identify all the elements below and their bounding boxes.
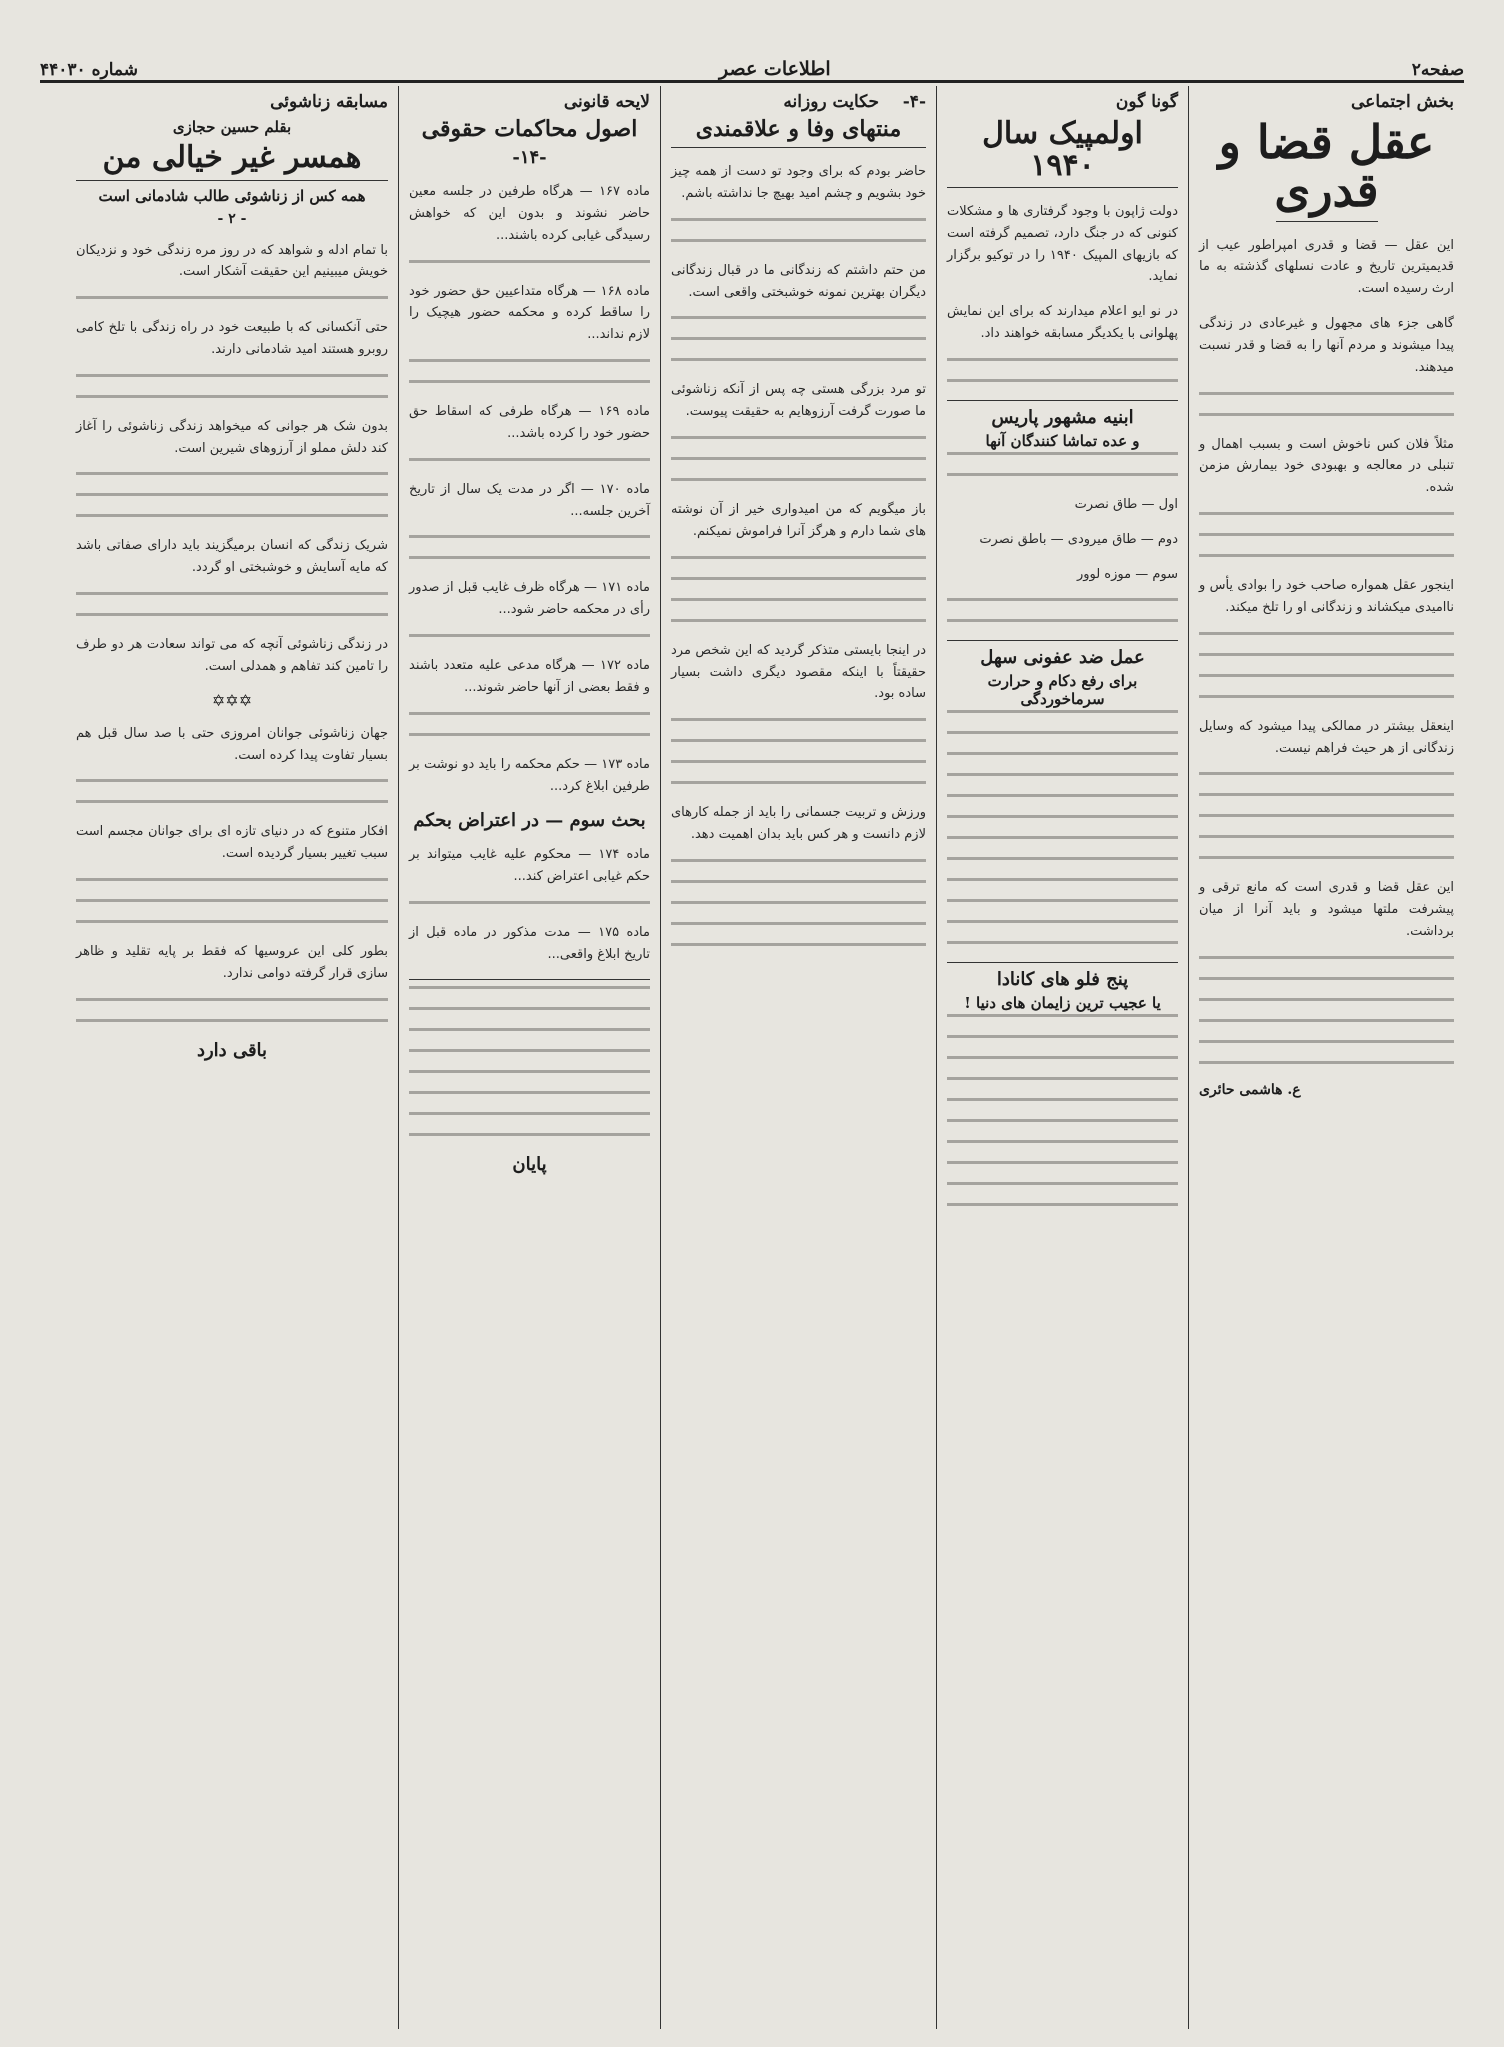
text-line bbox=[409, 1091, 650, 1094]
text-line bbox=[947, 379, 1178, 382]
text-line bbox=[1199, 1061, 1454, 1064]
text-line bbox=[947, 836, 1178, 839]
paragraph: حتی آنکسانی که با طبیعت خود در راه زندگی با تلخ کامی روبرو هستند امید شادمانی دارند. bbox=[76, 320, 388, 357]
divider bbox=[1276, 221, 1378, 222]
text-line bbox=[947, 1077, 1178, 1080]
article-body bbox=[76, 723, 388, 1022]
text-line bbox=[671, 943, 926, 946]
text-line bbox=[409, 260, 650, 263]
section-number: -۴- bbox=[902, 92, 926, 112]
text-line bbox=[671, 880, 926, 883]
text-line bbox=[671, 577, 926, 580]
text-line bbox=[671, 239, 926, 242]
text-line bbox=[947, 619, 1178, 622]
text-line bbox=[947, 899, 1178, 902]
text-line bbox=[1199, 977, 1454, 980]
article-clause: ماده ۱۷۱ — هرگاه ظرف غایب قبل از صدور رأی در محکمه حاضر شود... bbox=[409, 580, 650, 618]
text-line bbox=[671, 598, 926, 601]
text-line bbox=[76, 296, 388, 299]
list-item: دوم — طاق میرودی — باطق نصرت bbox=[979, 531, 1178, 547]
article-body bbox=[947, 201, 1178, 382]
text-line bbox=[76, 920, 388, 923]
text-line bbox=[671, 316, 926, 319]
text-line bbox=[671, 739, 926, 742]
text-line bbox=[671, 218, 926, 221]
text-line bbox=[409, 901, 650, 904]
article-clause: ماده ۱۷۳ — حکم محکمه را باید دو نوشت بر طرفین ابلاغ کرد... bbox=[409, 756, 650, 794]
article-clause: ماده ۱۶۷ — هرگاه طرفین در جلسه معین حاضر نشوند و بدون این که خواهش رسیدگی غیابی کرده باشند... bbox=[409, 184, 650, 243]
text-line bbox=[1199, 695, 1454, 698]
text-line bbox=[947, 473, 1178, 476]
text-line bbox=[947, 941, 1178, 944]
text-line bbox=[671, 859, 926, 862]
paragraph: بطور کلی این عروسیها که فقط بر پایه تقلید و ظاهر سازی قرار گرفته دوامی ندارد. bbox=[76, 944, 388, 981]
text-line bbox=[409, 733, 650, 736]
text-line bbox=[671, 457, 926, 460]
part-title: بحث سوم — در اعتراض بحکم bbox=[413, 810, 646, 832]
paragraph: باز میگویم که من امیدواری خیر از آن نوشته های شما دارم و هرگز آنرا فراموش نمیکنم. bbox=[671, 502, 926, 539]
text-line bbox=[1199, 533, 1454, 536]
section-label bbox=[671, 92, 926, 112]
article-body bbox=[947, 1014, 1178, 1206]
text-line bbox=[409, 458, 650, 461]
column-misc bbox=[936, 86, 1188, 2029]
headline: عقل قضا و قدری bbox=[1218, 115, 1435, 218]
text-line bbox=[76, 1019, 388, 1022]
text-line bbox=[671, 718, 926, 721]
part-number: - ۲ - bbox=[217, 210, 247, 227]
divider bbox=[409, 979, 650, 980]
subarticle-subtitle: برای رفع دکام و حرارت سرماخوردگی bbox=[987, 672, 1138, 709]
text-line bbox=[947, 794, 1178, 797]
text-line bbox=[409, 634, 650, 637]
article-body bbox=[76, 240, 388, 678]
paragraph: این عقل — قضا و قدری امپراطور عیب از قدیمیترین تاریخ و عادت نسلهای گذشته به ما ارث رسیده است. bbox=[1199, 237, 1454, 297]
column-marriage-contest bbox=[66, 86, 398, 2029]
section-label: بخش اجتماعی bbox=[1351, 92, 1454, 112]
paragraph: تو مرد بزرگی هستی چه پس از آنکه زناشوئی ما صورت گرفت آرزوهایم به حقیقت پیوست. bbox=[671, 382, 926, 420]
text-line bbox=[409, 1112, 650, 1115]
text-line bbox=[671, 358, 926, 361]
paragraph: شریک زندگی که انسان برمیگزیند باید دارای صفاتی باشد که مایه آسایش و خوشبختی او گردد. bbox=[76, 538, 388, 576]
paragraph: در زندگی زناشوئی آنچه که می تواند سعادت هر دو طرف را تامین کند تفاهم و همدلی است. bbox=[76, 637, 388, 674]
divider bbox=[947, 962, 1178, 963]
text-line bbox=[671, 781, 926, 784]
text-line bbox=[671, 436, 926, 439]
article-body bbox=[409, 986, 650, 1136]
divider bbox=[671, 147, 926, 148]
article-clause: ماده ۱۷۴ — محکوم علیه غایب میتواند بر حکم غیابی اعتراض کند... bbox=[409, 847, 650, 885]
subheadline: همه کس از زناشوئی طالب شادمانی است bbox=[98, 186, 366, 205]
divider bbox=[76, 180, 388, 181]
text-line bbox=[947, 773, 1178, 776]
divider bbox=[947, 640, 1178, 641]
text-line bbox=[409, 1070, 650, 1073]
text-line bbox=[671, 478, 926, 481]
text-line bbox=[947, 1119, 1178, 1122]
article-clause: ماده ۱۷۲ — هرگاه مدعی علیه متعدد باشند و فقط بعضی از آنها حاضر شوند... bbox=[409, 658, 650, 695]
text-line bbox=[947, 1014, 1178, 1017]
text-line bbox=[1199, 814, 1454, 817]
subarticle-title: ابنیه مشهور پاریس bbox=[991, 406, 1134, 428]
divider bbox=[947, 187, 1178, 188]
text-line bbox=[947, 1035, 1178, 1038]
text-line bbox=[1199, 674, 1454, 677]
text-line bbox=[409, 535, 650, 538]
subarticle-title: عمل ضد عفونی سهل bbox=[980, 647, 1145, 669]
section-label: مسابقه زناشوئی bbox=[270, 92, 388, 112]
text-line bbox=[1199, 632, 1454, 635]
text-line bbox=[947, 1182, 1178, 1185]
text-line bbox=[947, 1140, 1178, 1143]
page-number: صفحه۲ bbox=[1411, 60, 1464, 80]
text-line bbox=[947, 1203, 1178, 1206]
article-clause: ماده ۱۷۵ — مدت مذکور در ماده قبل از تاریخ ابلاغ واقعی... bbox=[409, 925, 650, 962]
text-line bbox=[409, 1133, 650, 1136]
article-body bbox=[671, 161, 926, 946]
text-line bbox=[409, 1007, 650, 1010]
text-line bbox=[76, 800, 388, 803]
text-line bbox=[947, 920, 1178, 923]
text-line bbox=[947, 1098, 1178, 1101]
text-line bbox=[76, 395, 388, 398]
text-line bbox=[409, 986, 650, 989]
text-line bbox=[76, 998, 388, 1001]
divider bbox=[947, 400, 1178, 401]
headline: منتهای وفا و علاقمندی bbox=[695, 116, 902, 142]
paragraph: در اینجا بایستی متذکر گردید که این شخص مرد حقیقتاً با اینکه مقصود دیگری داشت بسیار ساده بود. bbox=[671, 642, 926, 702]
text-line bbox=[671, 619, 926, 622]
paragraph: من حتم داشتم که زندگانی ما در قبال زندگانی دیگران بهترین نمونه خوشبختی واقعی است. bbox=[671, 262, 926, 300]
text-line bbox=[1199, 413, 1454, 416]
text-line bbox=[947, 752, 1178, 755]
paragraph: حاضر بودم که برای وجود تو دست از همه چیز خود بشویم و چشم امید بهیچ جا نداشته باشم. bbox=[671, 164, 926, 201]
text-line bbox=[1199, 512, 1454, 515]
article-body bbox=[409, 844, 650, 965]
text-line bbox=[409, 1028, 650, 1031]
text-line bbox=[409, 359, 650, 362]
text-line bbox=[947, 358, 1178, 361]
text-line bbox=[947, 1056, 1178, 1059]
text-line bbox=[1199, 793, 1454, 796]
text-line bbox=[1199, 835, 1454, 838]
text-line bbox=[1199, 1040, 1454, 1043]
text-line bbox=[76, 899, 388, 902]
text-line bbox=[671, 556, 926, 559]
text-line bbox=[1199, 1019, 1454, 1022]
star-separator: ✡✡✡ bbox=[211, 690, 253, 710]
list-item: اول — طاق نصرت bbox=[1074, 496, 1178, 512]
text-line bbox=[1199, 856, 1454, 859]
article-body bbox=[947, 710, 1178, 944]
text-line bbox=[76, 878, 388, 881]
text-line bbox=[947, 710, 1178, 713]
text-line bbox=[1199, 998, 1454, 1001]
text-line bbox=[409, 712, 650, 715]
text-line bbox=[1199, 392, 1454, 395]
list-item: سوم — موزه لوور bbox=[1076, 566, 1178, 582]
end-marker: پایان bbox=[512, 1153, 547, 1175]
article-body bbox=[1199, 235, 1454, 1064]
text-line bbox=[76, 374, 388, 377]
text-line bbox=[947, 815, 1178, 818]
text-line bbox=[671, 337, 926, 340]
section-label: لایحه قانونی bbox=[563, 92, 650, 112]
part-number: -۱۴- bbox=[512, 147, 547, 169]
author-signature: ع. هاشمی حائری bbox=[1199, 1081, 1301, 1098]
text-line bbox=[76, 779, 388, 782]
text-line bbox=[76, 514, 388, 517]
continued-marker: باقی دارد bbox=[196, 1039, 268, 1061]
text-line bbox=[1199, 772, 1454, 775]
text-line bbox=[671, 922, 926, 925]
text-line bbox=[947, 878, 1178, 881]
author-byline: بقلم حسین حجازی bbox=[172, 118, 292, 136]
headline: همسر غیر خیالی من bbox=[102, 140, 362, 175]
section-label: گونا گون bbox=[1115, 92, 1178, 112]
text-line bbox=[1199, 554, 1454, 557]
column-legal bbox=[398, 86, 660, 2029]
text-line bbox=[76, 493, 388, 496]
columns bbox=[40, 86, 1464, 2029]
paragraph: اینعقل بیشتر در ممالکی پیدا میشود که وسایل زندگانی از هر حیث فراهم نیست. bbox=[1199, 718, 1454, 756]
issue-number: شماره ۴۴۰۳۰ bbox=[40, 60, 138, 80]
paragraph: ورزش و تربیت جسمانی را باید از جمله کارهای لازم دانست و هر کس باید بدان اهمیت دهد. bbox=[671, 805, 926, 843]
article-clause: ماده ۱۶۹ — هرگاه طرفی که اسقاط حق حضور خود را کرده باشد... bbox=[409, 404, 650, 441]
paragraph: مثلاً فلان کس ناخوش است و بسبب اهمال و تنبلی در معالجه و بهبودی خود بیمارش مزمن شده. bbox=[1199, 436, 1454, 496]
text-line bbox=[409, 380, 650, 383]
article-clause: ماده ۱۷۰ — اگر در مدت یک سال از تاریخ آخرین جلسه... bbox=[409, 481, 650, 519]
newspaper-title: اطلاعات عصر bbox=[719, 58, 831, 80]
article-clause: ماده ۱۶۸ — هرگاه متداعیین حق حضور خود را ساقط کرده و محکمه حضور هیچیک را لازم نداند... bbox=[409, 283, 650, 343]
subarticle-subtitle: یا عجیب ترین زایمان های دنیا ! bbox=[964, 994, 1161, 1013]
text-line bbox=[76, 472, 388, 475]
paragraph: افکار متنوع که در دنیای تازه ای برای جوانان مجسم است سبب تغییر بسیار گردیده است. bbox=[76, 824, 388, 862]
text-line bbox=[409, 1049, 650, 1052]
text-line bbox=[947, 731, 1178, 734]
paragraph: اینجور عقل همواره صاحب خود را بوادی یأس و ناامیدی میکشاند و زندگانی او را تلخ میکند. bbox=[1199, 578, 1454, 615]
paragraph: دولت ژاپون با وجود گرفتاری ها و مشکلات کنونی که در جنگ دارد، تصمیم گرفته است که بازیهای المپیک ۱۹۴۰ را در توکیو برگزار نماید. bbox=[947, 204, 1178, 285]
text-line bbox=[947, 1161, 1178, 1164]
column-daily-story bbox=[660, 86, 936, 2029]
text-line bbox=[409, 556, 650, 559]
paragraph: بدون شک هر جوانی که میخواهد زندگی زناشوئی را آغاز کند دلش مملو از آرزوهای شیرین است. bbox=[76, 418, 388, 456]
text-line bbox=[1199, 956, 1454, 959]
text-line bbox=[671, 760, 926, 763]
text-line bbox=[947, 598, 1178, 601]
masthead bbox=[40, 52, 1464, 83]
paragraph: گاهی جزء های مجهول و غیرعادی در زندگی پیدا میشوند و مردم آنها را به قضا و قدر نسبت میدهند. bbox=[1199, 316, 1454, 375]
paragraph: در نو ایو اعلام میدارند که برای این نمایش پهلوانی با یکدیگر مسابقه خواهند داد. bbox=[947, 304, 1178, 342]
article-body bbox=[409, 181, 650, 797]
headline: اصول محاکمات حقوقی bbox=[421, 116, 638, 142]
subarticle-title: پنج فلو های کانادا bbox=[996, 969, 1129, 991]
text-line bbox=[76, 592, 388, 595]
article-body bbox=[947, 452, 1178, 622]
subarticle-subtitle: و عده تماشا کنندگان آنها bbox=[985, 431, 1140, 450]
text-line bbox=[1199, 653, 1454, 656]
text-line bbox=[947, 857, 1178, 860]
section-name: حکایت روزانه bbox=[783, 92, 880, 112]
text-line bbox=[76, 613, 388, 616]
paragraph: جهان زناشوئی جوانان امروزی حتی با صد سال قبل هم بسیار تفاوت پیدا کرده است. bbox=[76, 725, 388, 763]
paragraph: این عقل قضا و قدری است که مانع ترقی و پیشرفت ملتها میشود و باید آنرا از میان برداشت. bbox=[1199, 880, 1454, 940]
text-line bbox=[671, 901, 926, 904]
paragraph: با تمام ادله و شواهد که در روز مره زندگی خود و نزدیکان خویش میبینیم این حقیقت آشکار است. bbox=[76, 242, 388, 280]
text-line bbox=[947, 452, 1178, 455]
column-social bbox=[1188, 86, 1464, 2029]
headline: اولمپیک سال ۱۹۴۰ bbox=[982, 116, 1143, 183]
